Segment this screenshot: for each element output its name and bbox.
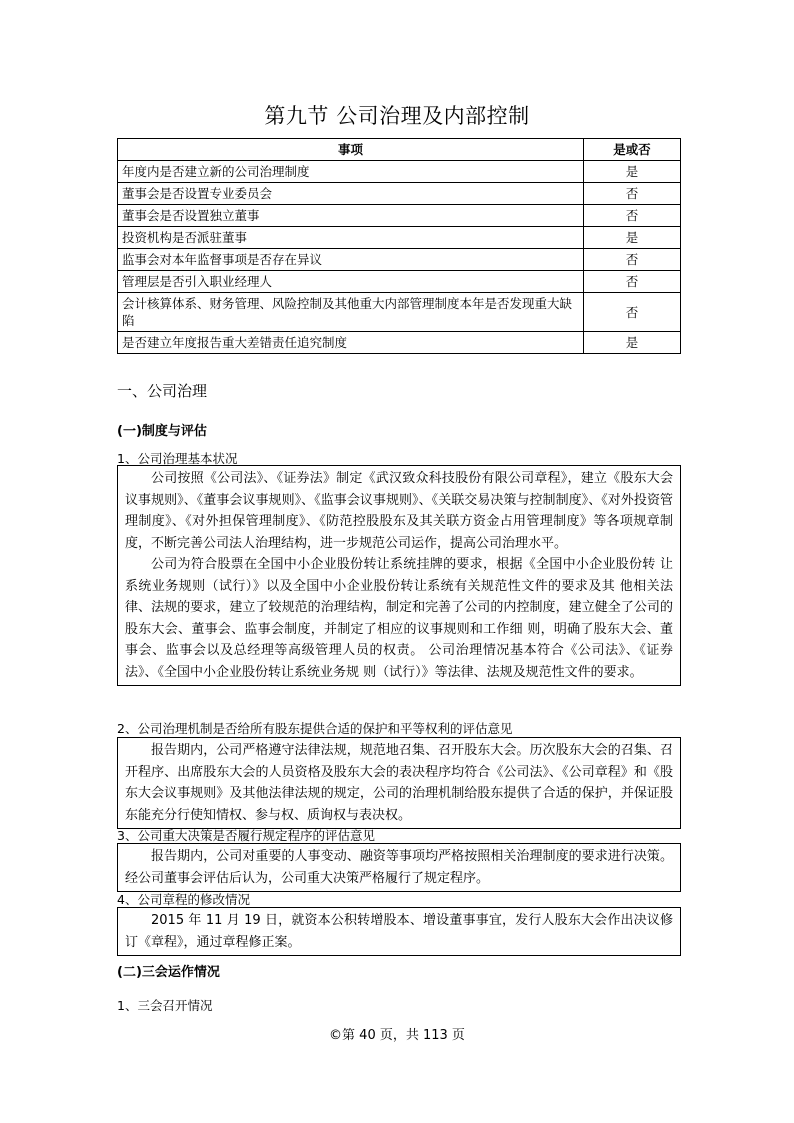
subsection-heading-three-meetings: (二)三会运作情况 — [117, 965, 220, 980]
governance-matters-table — [117, 138, 681, 354]
row-item: 会计核算体系、财务管理、风险控制及其他重大内部管理制度本年是否发现重大缺陷 — [118, 293, 584, 332]
item-title-basic-status: 1、公司治理基本状况 — [117, 451, 238, 466]
table-row — [118, 227, 681, 249]
table-row — [118, 161, 681, 183]
text-box-articles-amendment — [117, 907, 681, 956]
column-header-answer: 是或否 — [584, 139, 681, 161]
table-row — [118, 205, 681, 227]
row-answer: 否 — [584, 249, 681, 271]
paragraph: 2015 年 11 月 19 日，就资本公积转增股本、增设董事事宜，发行人股东大会作出决议修订《章程》，通过章程修正案。 — [125, 913, 673, 950]
text-box-major-decisions — [117, 843, 681, 892]
table-row — [118, 271, 681, 293]
column-header-item: 事项 — [118, 139, 584, 161]
paragraph: 公司为符合股票在全国中小企业股份转让系统挂牌的要求，根据《全国中小企业股份转 让系统业务规则（试行）》以及全国中小企业股份转让系统有关规范性文件的要求及其 他相关法律、法规的要求，建立了较规范的治理结构，制定和完善了公司的内控制度，建立健全了公司的股东大会、董事会、监事会制度，并制定了相应的议事规则和工作细 则，明确了股东大会、董事会、监事会以及总经理等高级管理人员的权责。 公司治理情况基本符合《公司法》、《证券法》、《全国中小企业股份转让系统业务规 则（试行）》等法律、法规及规范性文件的要求。 — [125, 557, 673, 680]
text-box-shareholder-protection — [117, 737, 681, 829]
row-answer: 否 — [584, 293, 681, 332]
row-answer: 是 — [584, 227, 681, 249]
table-row — [118, 249, 681, 271]
row-answer: 是 — [584, 161, 681, 183]
row-answer: 否 — [584, 183, 681, 205]
table-row — [118, 293, 681, 332]
text-box-basic-status — [117, 465, 681, 686]
row-item: 年度内是否建立新的公司治理制度 — [118, 161, 584, 183]
row-item: 监事会对本年监督事项是否存在异议 — [118, 249, 584, 271]
subsection-heading-system-evaluation: (一)制度与评估 — [117, 424, 207, 439]
row-item: 管理层是否引入职业经理人 — [118, 271, 584, 293]
row-answer: 否 — [584, 271, 681, 293]
paragraph: 报告期内，公司对重要的人事变动、融资等事项均严格按照相关治理制度的要求进行决策。经公司董事会评估后认为，公司重大决策严格履行了规定程序。 — [125, 849, 673, 886]
table-header-row — [118, 139, 681, 161]
row-item: 投资机构是否派驻董事 — [118, 227, 584, 249]
row-answer: 否 — [584, 205, 681, 227]
item-title-shareholder-protection: 2、公司治理机制是否给所有股东提供合适的保护和平等权利的评估意见 — [117, 721, 513, 736]
item-title-meetings-held: 1、三会召开情况 — [117, 998, 213, 1013]
table-row — [118, 183, 681, 205]
page-footer: ©第 40 页，共 113 页 — [329, 1028, 465, 1043]
item-title-major-decisions: 3、公司重大决策是否履行规定程序的评估意见 — [117, 828, 375, 843]
row-item: 董事会是否设置专业委员会 — [118, 183, 584, 205]
row-item: 是否建立年度报告重大差错责任追究制度 — [118, 332, 584, 354]
section-heading-governance: 一、公司治理 — [117, 382, 208, 400]
paragraph: 公司按照《公司法》、《证券法》制定《武汉致众科技股份有限公司章程》，建立《股东大会议事规则》、《董事会议事规则》、《监事会议事规则》、《关联交易决策与控制制度》、《对外投资管理制度》、《对外担保管理制度》、《防范控股股东及其关联方资金占用管理制度》等各项规章制度，不断完善公司法人治理结构，进一步规范公司运作，提高公司治理水平。 — [125, 471, 673, 551]
row-answer: 是 — [584, 332, 681, 354]
row-item: 董事会是否设置独立董事 — [118, 205, 584, 227]
page-title: 第九节 公司治理及内部控制 — [264, 104, 530, 128]
item-title-articles-amendment: 4、公司章程的修改情况 — [117, 892, 250, 907]
paragraph: 报告期内，公司严格遵守法律法规，规范地召集、召开股东大会。历次股东大会的召集、召开程序、出席股东大会的人员资格及股东大会的表决程序均符合《公司法》、《公司章程》和《股东大会议事规则》及其他法律法规的规定，公司的治理机制给股东提供了合适的保护，并保证股东能充分行使知情权、参与权、质询权与表决权。 — [125, 743, 673, 823]
table-row — [118, 332, 681, 354]
